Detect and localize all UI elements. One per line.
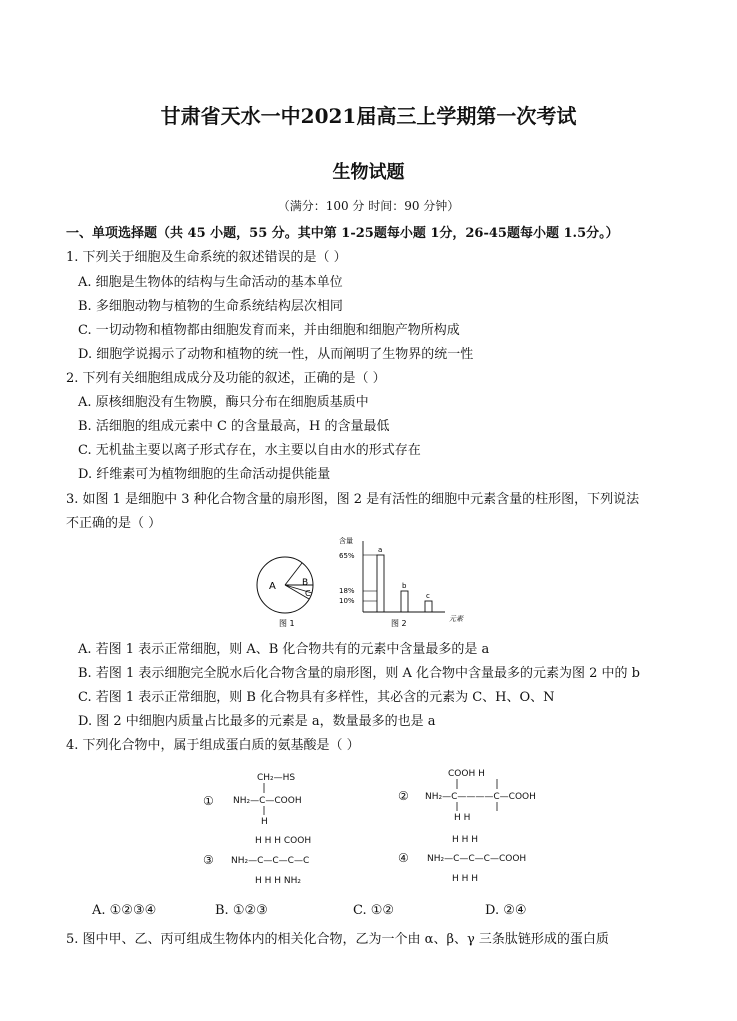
bar-label-c: c [426, 592, 430, 600]
structure-2 [398, 769, 536, 823]
question-3-figure [255, 533, 485, 633]
question-5-stem: 5. 图中甲、乙、丙可组成生物体内的相关化合物，乙为一个由 α、β、γ 三条肽链形成的蛋白质 [66, 932, 609, 947]
question-1-option-c: C. 一切动物和植物都由细胞发育而来，并由细胞和细胞产物所构成 [78, 323, 460, 338]
structure-1-number: ① [203, 794, 214, 808]
bar-label-b: b [402, 582, 407, 590]
question-1-stem: 1. 下列关于细胞及生命系统的叙述错误的是（ ） [66, 250, 347, 265]
figure-2-caption: 图 2 [391, 619, 407, 628]
question-4-choice-a: A. ①②③④ [92, 903, 157, 918]
structure-4 [398, 835, 526, 884]
figure-1-pie-chart [257, 557, 313, 628]
bar-c [425, 601, 432, 612]
section-heading: 一、单项选择题（共 45 小题，55 分。其中第 1-25题每小题 1分，26-45题每小题 1.5分。） [66, 226, 619, 241]
question-3-option-a: A. 若图 1 表示正常细胞，则 A、B 化合物共有的元素中含量最多的是 a [78, 642, 490, 657]
pie-label-b: B [302, 578, 309, 588]
structure-4-number: ④ [398, 851, 409, 865]
structure-3-bottom: H H H NH₂ [255, 876, 301, 886]
exam-info: （满分：100 分 时间：90 分钟） [277, 199, 460, 213]
tick-18: 18% [339, 587, 355, 595]
structure-4-bottom: H H H [452, 874, 479, 884]
question-2-option-c: C. 无机盐主要以离子形式存在，水主要以自由水的形式存在 [78, 443, 421, 458]
question-2-option-b: B. 活细胞的组成元素中 C 的含量最高，H 的含量最低 [78, 419, 390, 434]
question-4-stem: 4. 下列化合物中，属于组成蛋白质的氨基酸是（ ） [66, 738, 360, 753]
question-3-option-d: D. 图 2 中细胞内质量占比最多的元素是 a，数量最多的也是 a [78, 714, 436, 729]
x-axis-label: 元素 [449, 615, 463, 623]
structure-1-main: NH₂—C—COOH [233, 796, 302, 806]
exam-title: 甘肃省天水一中2021届高三上学期第一次考试 [160, 104, 577, 128]
structure-1-h: H [261, 817, 268, 827]
bar-a [377, 555, 384, 612]
structure-2-bottom: H H [454, 813, 471, 823]
structure-1-side-chain: CH₂—HS [257, 773, 296, 783]
question-3-option-b: B. 若图 1 表示细胞完全脱水后化合物含量的扇形图，则 A 化合物中含量最多的元素为图 2 中的 b [78, 666, 640, 681]
subject-title: 生物试题 [332, 162, 405, 183]
question-4-choice-d: D. ②④ [485, 903, 527, 918]
pie-label-a: A [269, 581, 276, 592]
question-4-choice-b: B. ①②③ [215, 903, 268, 918]
structure-3 [203, 836, 311, 886]
y-axis-label: 含量 [339, 537, 353, 545]
structure-4-top: H H H [452, 835, 479, 845]
tick-65: 65% [339, 552, 355, 560]
question-1-option-a: A. 细胞是生物体的结构与生命活动的基本单位 [78, 275, 343, 290]
question-3-stem-line2: 不正确的是（ ） [66, 516, 162, 531]
bar-label-a: a [378, 546, 383, 554]
structure-3-number: ③ [203, 853, 214, 867]
bar-b [401, 591, 408, 612]
tick-10: 10% [339, 597, 355, 605]
question-3-option-c: C. 若图 1 表示正常细胞，则 B 化合物具有多样性，其必含的元素为 C、H、O、N [78, 690, 555, 705]
question-4-choice-c: C. ①② [353, 903, 395, 918]
figure-2-bar-chart [339, 536, 464, 628]
structure-1 [203, 773, 302, 827]
question-2-option-d: D. 纤维素可为植物细胞的生命活动提供能量 [78, 467, 331, 482]
structure-3-top: H H H COOH [255, 836, 312, 846]
structure-4-main: NH₂—C—C—C—COOH [427, 854, 527, 864]
pie-label-c: C [305, 589, 311, 598]
structure-2-top: COOH H [448, 769, 485, 779]
question-2-stem: 2. 下列有关细胞组成成分及功能的叙述，正确的是（ ） [66, 371, 386, 386]
structure-3-main: NH₂—C—C—C—C [231, 856, 310, 866]
figure-1-caption: 图 1 [279, 619, 295, 628]
question-3-stem-line1: 3. 如图 1 是细胞中 3 种化合物含量的扇形图，图 2 是有活性的细胞中元素含量的柱形图，下列说法 [66, 492, 640, 507]
question-2-option-a: A. 原核细胞没有生物膜，酶只分布在细胞质基质中 [78, 395, 369, 410]
structure-2-number: ② [398, 789, 409, 803]
question-1-option-b: B. 多细胞动物与植物的生命系统结构层次相同 [78, 299, 343, 314]
structure-2-main: NH₂—C————C—COOH [425, 792, 536, 802]
question-1-option-d: D. 细胞学说揭示了动物和植物的统一性，从而阐明了生物界的统一性 [78, 347, 474, 362]
question-4-structures [195, 760, 565, 895]
